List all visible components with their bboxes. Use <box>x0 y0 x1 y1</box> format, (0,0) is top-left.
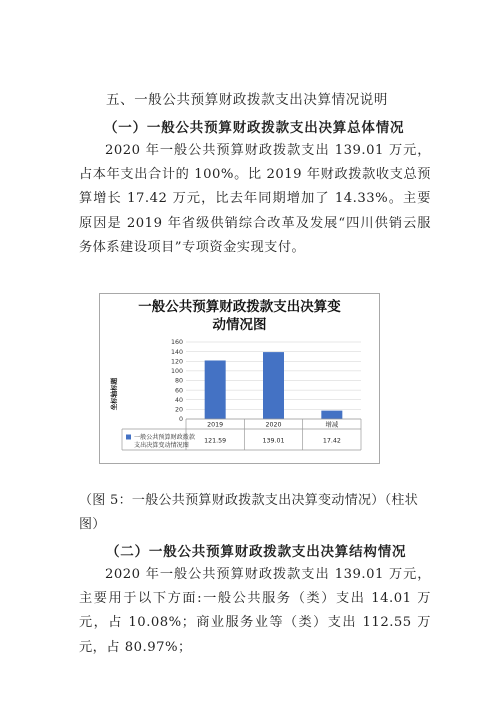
chart-frame <box>99 293 380 464</box>
x-category-label: 2019 <box>207 421 224 429</box>
y-tick-label: 140 <box>170 348 183 356</box>
chart-title-line1: 一般公共预算财政拨款支出决算变 <box>138 299 341 315</box>
figure-caption: （图 5：一般公共预算财政拨款支出决算变动情况）（柱状图） <box>79 493 419 532</box>
chart-y-ticks <box>171 339 183 423</box>
paragraph-structure-text: 2020 年一般公共预算财政拨款支出 139.01 万元，主要用于以下方面:一般公共服务（类）支出 14.01 万元，占 10.08%；商业服务业等（类）支出 112.55 万元，占 80.97%； <box>79 567 431 655</box>
bar-0 <box>205 360 226 419</box>
legend-label-line: 一般公共预算财政拨款 <box>134 434 195 441</box>
chart-data-table <box>122 419 361 450</box>
bar-chart <box>100 294 379 463</box>
y-tick-label: 60 <box>174 387 183 395</box>
section-heading: 五、一般公共预算财政拨款支出决算情况说明 <box>106 92 388 108</box>
y-tick-label: 20 <box>174 406 183 414</box>
paragraph-overall-text: 2020 年一般公共预算财政拨款支出 139.01 万元，占本年支出合计的 100%。比 2019 年财政拨款收支总预算增长 17.42 万元，比去年同期增加了 14.33%。主要原因是 2019 年省级供销综合改革及发展“四川供销云服务体系建设项目”专项资金实现支付。 <box>79 143 431 255</box>
y-axis-title: 坐标轴标题 <box>110 377 118 411</box>
chart-title-line2: 动情况图 <box>212 317 267 333</box>
y-tick-label: 0 <box>178 416 183 424</box>
data-value-label: 139.01 <box>262 437 285 445</box>
y-tick-label: 120 <box>170 358 183 366</box>
subsection-heading-structure: （二）一般公共预算财政拨款支出决算结构情况 <box>106 544 407 560</box>
legend-label-line: 支出决算变动情况图 <box>134 442 189 449</box>
legend-swatch <box>126 435 131 440</box>
bar-2 <box>321 411 342 419</box>
subsection-heading-overall: （一）一般公共预算财政拨款支出决算总体情况 <box>104 120 405 136</box>
bar-1 <box>263 352 284 419</box>
paragraph-structure <box>79 563 431 660</box>
y-tick-label: 160 <box>170 339 183 347</box>
data-value-label: 17.42 <box>322 437 341 445</box>
y-tick-label: 100 <box>170 368 183 376</box>
x-category-label: 增减 <box>325 421 339 429</box>
data-value-label: 121.59 <box>204 437 227 445</box>
chart-bars <box>205 352 343 419</box>
x-category-label: 2020 <box>265 421 282 429</box>
paragraph-overall <box>79 139 431 260</box>
y-tick-label: 80 <box>174 377 183 385</box>
y-tick-label: 40 <box>174 396 183 404</box>
